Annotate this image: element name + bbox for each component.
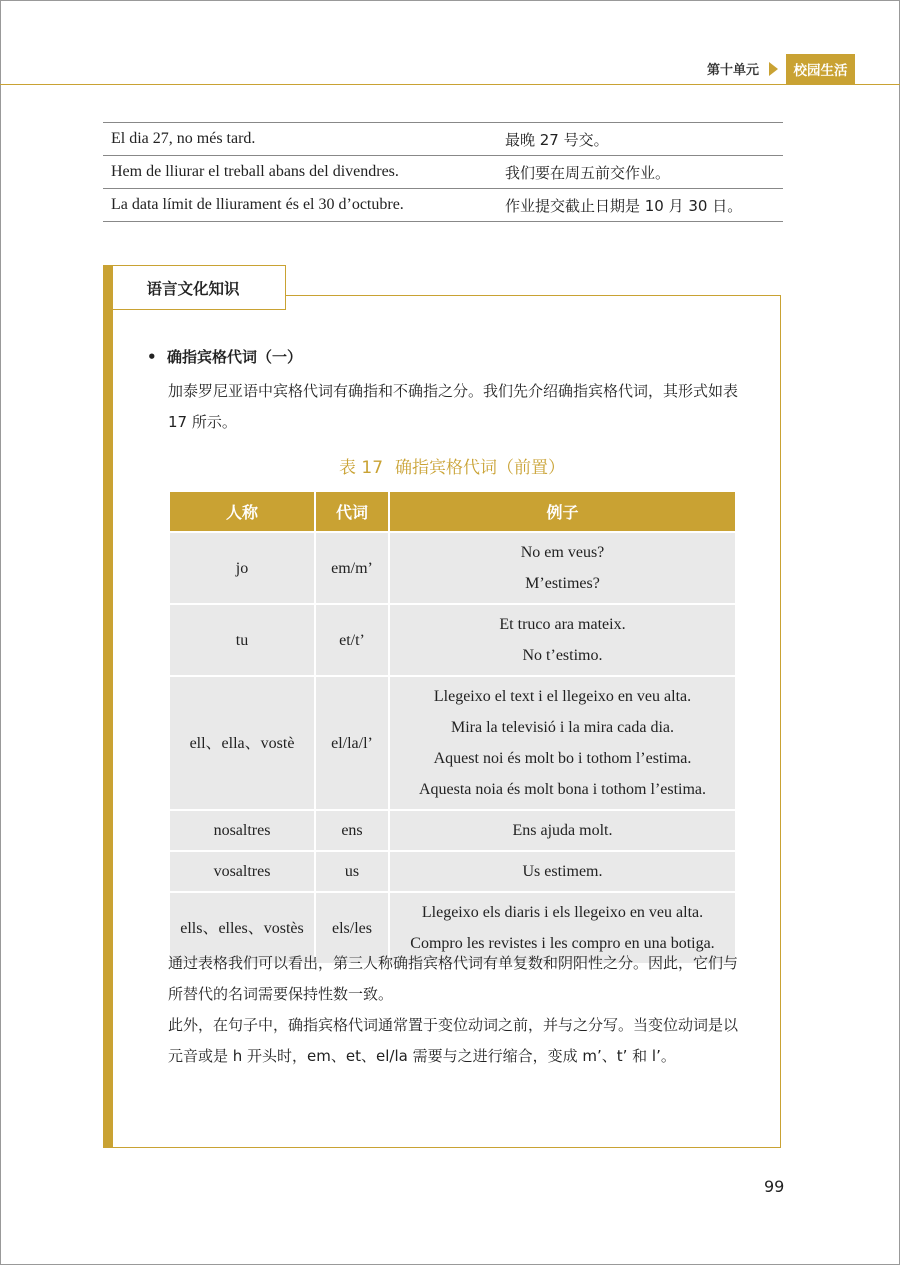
cell-pronoun: et/t’	[315, 604, 389, 676]
table-row	[103, 156, 783, 189]
header-examples: 例子	[389, 492, 736, 532]
example-line: Llegeixo els diaris i els llegeixo en veu alta.	[421, 904, 704, 921]
header-rule	[0, 84, 900, 85]
cell-person: nosaltres	[169, 810, 315, 851]
example-line: Ens ajuda molt.	[512, 822, 613, 839]
unit-title: 校园生活	[786, 54, 855, 84]
cell-person: tu	[169, 604, 315, 676]
example-line: Llegeixo el text i el llegeixo en veu alta.	[433, 688, 692, 705]
example-line: M’estimes?	[525, 575, 600, 592]
cell-pronoun: ens	[315, 810, 389, 851]
cell-examples	[389, 676, 736, 810]
cell-person: ell、ella、vostè	[169, 676, 315, 810]
closing-paragraphs	[168, 948, 743, 1072]
cell-pronoun: em/m’	[315, 532, 389, 604]
triangle-arrow-icon	[769, 62, 778, 76]
table-row	[169, 810, 736, 851]
cell-examples	[389, 810, 736, 851]
cell-pronoun: el/la/l’	[315, 676, 389, 810]
page-number: 99	[764, 1177, 785, 1196]
bullet-icon: •	[147, 348, 157, 366]
phrase-chinese: 作业提交截止日期是 10 月 30 日。	[493, 189, 783, 222]
table-row	[169, 532, 736, 604]
cell-pronoun: els/les	[315, 892, 389, 964]
table-header-row	[169, 492, 736, 532]
cell-examples	[389, 532, 736, 604]
pronoun-table	[168, 492, 737, 965]
table-caption-number: 表 17	[338, 458, 384, 478]
phrase-chinese: 最晚 27 号交。	[493, 123, 783, 156]
example-line: Compro les revistes i les compro en una botiga.	[410, 935, 715, 952]
phrase-catalan: Hem de lliurar el treball abans del divendres.	[103, 156, 493, 189]
cell-examples	[389, 851, 736, 892]
cell-person: jo	[169, 532, 315, 604]
table-row	[103, 189, 783, 222]
example-line: Aquesta noia és molt bona i tothom l’estima.	[418, 781, 707, 798]
phrase-catalan: El dia 27, no més tard.	[103, 123, 493, 156]
cell-person: vosaltres	[169, 851, 315, 892]
example-line: Aquest noi és molt bo i tothom l’estima.	[433, 750, 692, 767]
example-line: Mira la televisió i la mira cada dia.	[450, 719, 675, 736]
knowledge-tab-title: 语言文化知识	[103, 265, 286, 310]
section-heading-text: 确指宾格代词（一）	[167, 348, 303, 366]
table-row	[103, 123, 783, 156]
table-row	[169, 676, 736, 810]
table-caption-title: 确指宾格代词（前置）	[395, 458, 566, 478]
closing-paragraph: 通过表格我们可以看出，第三人称确指宾格代词有单复数和阴阳性之分。因此，它们与所替代的名词需要保持性数一致。	[168, 954, 739, 1003]
table-caption	[168, 453, 736, 478]
example-line: Et truco ara mateix.	[499, 616, 626, 633]
table-row	[169, 604, 736, 676]
closing-paragraph: 此外，在句子中，确指宾格代词通常置于变位动词之前，并与之分写。当变位动词是以元音或是 h 开头时，em、et、el/la 需要与之进行缩合，变成 m’、t’ 和 l’。	[168, 1016, 739, 1065]
phrase-chinese: 我们要在周五前交作业。	[493, 156, 783, 189]
example-line: No em veus?	[520, 544, 605, 561]
section-heading	[147, 346, 302, 367]
table-row	[169, 851, 736, 892]
unit-label: 第十单元	[707, 63, 760, 78]
intro-paragraph: 加泰罗尼亚语中宾格代词有确指和不确指之分。我们先介绍确指宾格代词，其形式如表 17 所示。	[168, 382, 739, 431]
phrase-table	[103, 122, 783, 222]
header-person: 人称	[169, 492, 315, 532]
example-line: No t’estimo.	[522, 647, 603, 664]
example-line: Us estimem.	[522, 863, 603, 880]
header-pronoun: 代词	[315, 492, 389, 532]
cell-person: ells、elles、vostès	[169, 892, 315, 964]
cell-examples	[389, 604, 736, 676]
phrase-catalan: La data límit de lliurament és el 30 d’octubre.	[103, 189, 493, 222]
cell-pronoun: us	[315, 851, 389, 892]
